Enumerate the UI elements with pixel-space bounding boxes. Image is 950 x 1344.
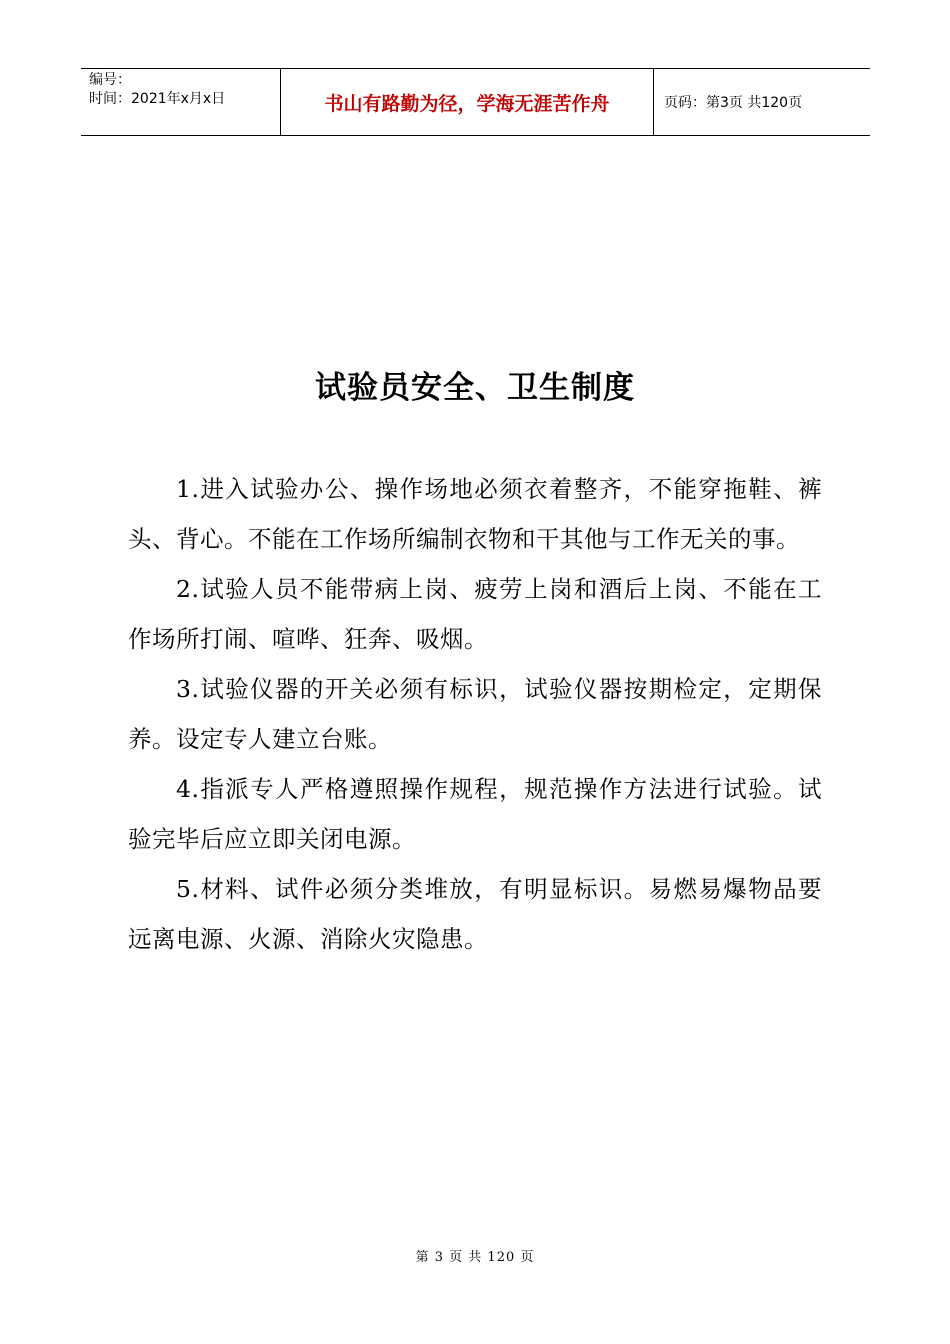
document-number-label: 编号： [89,72,131,88]
document-body [128,464,822,964]
paragraph-5: 5.材料、试件必须分类堆放，有明显标识。易燃易爆物品要远离电源、火源、消除火灾隐患。 [128,875,822,953]
header-meta [81,69,281,135]
header-motto: 书山有路勤为径，学海无涯苦作舟 [281,69,654,135]
paragraph-3: 3.试验仪器的开关必须有标识，试验仪器按期检定，定期保养。设定专人建立台账。 [128,675,822,753]
page-footer: 第 3 页 共 120 页 [415,1250,535,1265]
page-header [81,68,870,136]
header-page-label: 页码：第3页 共120页 [664,95,803,111]
paragraph-2: 2.试验人员不能带病上岗、疲劳上岗和酒后上岗、不能在工作场所打闹、喧哗、狂奔、吸烟。 [128,575,822,653]
document-date-label: 时间：2021年x月x日 [89,91,226,107]
paragraph-1: 1.进入试验办公、操作场地必须衣着整齐，不能穿拖鞋、裤头、背心。不能在工作场所编制衣物和干其他与工作无关的事。 [128,475,822,553]
paragraph-4: 4.指派专人严格遵照操作规程，规范操作方法进行试验。试验完毕后应立即关闭电源。 [128,775,822,853]
document-title: 试验员安全、卫生制度 [315,370,635,406]
